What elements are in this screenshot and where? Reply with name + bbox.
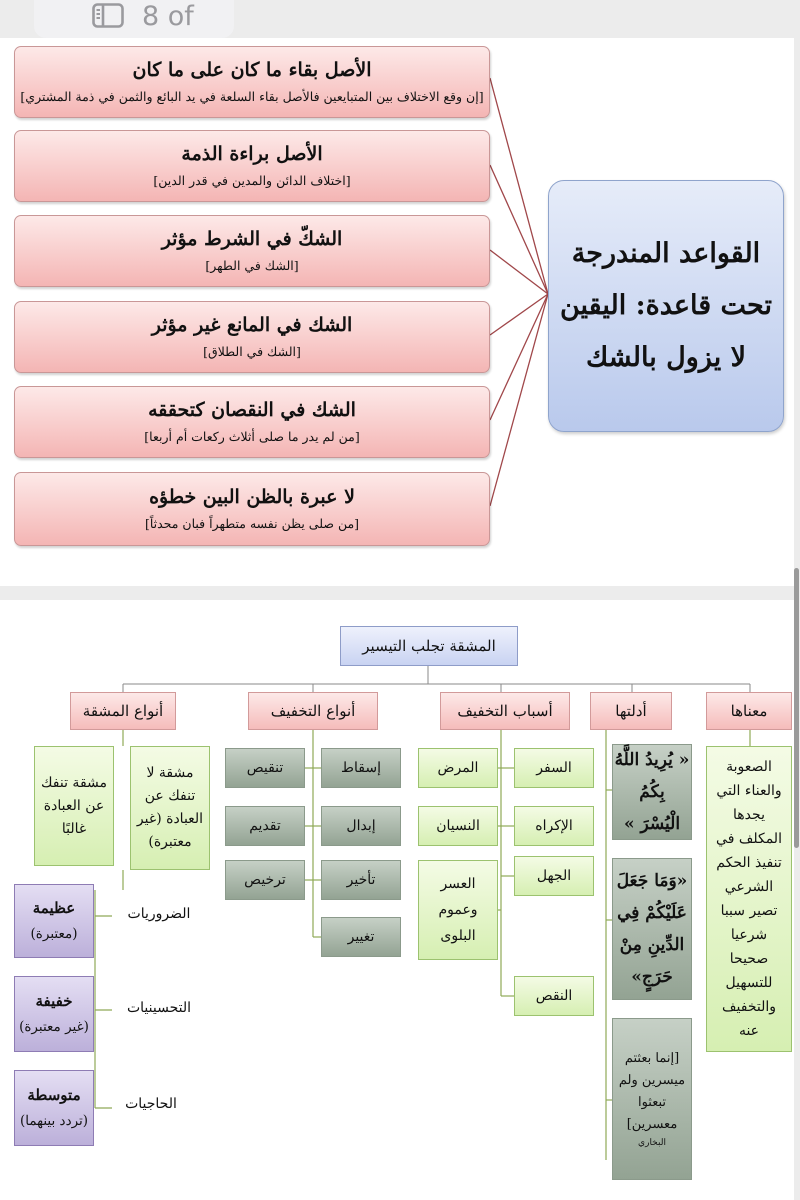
category-meaning xyxy=(706,692,792,730)
hardship-not-affecting: مشقة لا تنفك عن العبادة (غير معتبرة) xyxy=(130,746,210,870)
relief-item: إسقاط xyxy=(321,748,401,788)
slide-mashaqqa xyxy=(0,600,794,1200)
rule-title: الشك في المانع غير مؤثر xyxy=(151,314,353,336)
category-label: أدلتها xyxy=(615,702,647,720)
rule-box xyxy=(14,215,490,287)
rule-title: الشك في النقصان كتحققه xyxy=(148,399,356,421)
rule-box xyxy=(14,472,490,546)
relief-item: ترخيص xyxy=(225,860,305,900)
rule-title: الشكّ في الشرط مؤثر xyxy=(161,228,343,250)
relief-item: تنقيص xyxy=(225,748,305,788)
level-label: التحسينيات xyxy=(126,1000,192,1016)
root-node xyxy=(340,626,518,666)
hardship-level xyxy=(14,884,94,958)
level-name: متوسطة xyxy=(27,1086,81,1104)
category-evidence xyxy=(590,692,672,730)
category-label: أنواع المشقة xyxy=(82,702,164,720)
scrollbar-thumb[interactable] xyxy=(794,568,799,848)
cause-item: النقص xyxy=(514,976,594,1016)
rule-box xyxy=(14,46,490,118)
sidebar-icon xyxy=(92,3,124,28)
rule-example: [اختلاف الدائن والمدين في قدر الدين] xyxy=(153,173,351,188)
rule-title: الأصل بقاء ما كان على ما كان xyxy=(132,59,372,81)
evidence-verse: « يُرِيدُ اللَّهُ بِكُمُ الْيُسْرَ » xyxy=(612,744,692,840)
rule-example: [من صلى يظن نفسه متطهراً فبان محدثاً] xyxy=(144,516,360,531)
rule-example: [الشك في الطهر] xyxy=(205,258,299,273)
cause-item: الجهل xyxy=(514,856,594,896)
category-label: أنواع التخفيف xyxy=(270,702,356,720)
category-causes xyxy=(440,692,570,730)
root-label: المشقة تجلب التيسير xyxy=(362,637,496,655)
category-relief-types xyxy=(248,692,378,730)
rule-example: [إن وقع الاختلاف بين المتبايعين فالأصل بقاء السلعة في يد البائع والثمن في ذمة المشتري] xyxy=(20,89,484,104)
main-rule-line: لا يزول بالشك xyxy=(585,342,747,373)
cause-item: العسر وعموم البلوى xyxy=(418,860,498,960)
main-rule-box xyxy=(548,180,784,432)
category-label: أسباب التخفيف xyxy=(457,702,553,720)
evidence-verse: «وَمَا جَعَلَ عَلَيْكُمْ فِي الدِّينِ مِنْ حَرَجٍ» xyxy=(612,858,692,1000)
rule-title: الأصل براءة الذمة xyxy=(181,143,323,165)
rule-example: [الشك في الطلاق] xyxy=(203,344,301,359)
level-label: الحاجيات xyxy=(125,1096,177,1112)
hadith-source: البخاري xyxy=(638,1138,666,1148)
rule-box xyxy=(14,386,490,458)
rule-title: لا عبرة بالظن البين خطؤه xyxy=(149,486,355,508)
level-note: (تردد بينهما) xyxy=(19,1113,89,1129)
cause-item: النسيان xyxy=(418,806,498,846)
category-label: معناها xyxy=(730,702,768,720)
page-indicator[interactable] xyxy=(34,0,234,38)
slide-yaqeen xyxy=(0,38,794,586)
level-note: (غير معتبرة) xyxy=(19,1019,89,1035)
cause-item: السفر xyxy=(514,748,594,788)
page-count: 8 of xyxy=(142,1,194,32)
category-hardship-types xyxy=(70,692,176,730)
hardship-level xyxy=(14,976,94,1052)
cause-item: الإكراه xyxy=(514,806,594,846)
rule-box xyxy=(14,130,490,202)
cause-item: المرض xyxy=(418,748,498,788)
level-label: الضروريات xyxy=(127,906,191,922)
evidence-hadith: [إنما بعثتم ميسرين ولم تبعثوا معسرين] البخاري xyxy=(612,1018,692,1180)
relief-item: تأخير xyxy=(321,860,401,900)
rule-box xyxy=(14,301,490,373)
level-name: عظيمة xyxy=(32,899,76,917)
relief-item: تغيير xyxy=(321,917,401,957)
level-note: (معتبرة) xyxy=(30,926,78,942)
relief-item: تقديم xyxy=(225,806,305,846)
meaning-definition: الصعوبة والعناء التي يجدها المكلف في تنفيذ الحكم الشرعي تصير سببا شرعيا صحيحا للتسهيل والتخفيف عنه xyxy=(706,746,792,1052)
relief-item: إبدال xyxy=(321,806,401,846)
level-name: خفيفة xyxy=(35,992,73,1010)
main-rule-line: تحت قاعدة: اليقين xyxy=(559,290,773,321)
hardship-level xyxy=(14,1070,94,1146)
rule-example: [من لم يدر ما صلى أثلاث ركعات أم أربعا] xyxy=(144,429,360,444)
hardship-affecting: مشقة تنفك عن العبادة غالبًا xyxy=(34,746,114,866)
main-rule-line: القواعد المندرجة xyxy=(571,238,761,269)
